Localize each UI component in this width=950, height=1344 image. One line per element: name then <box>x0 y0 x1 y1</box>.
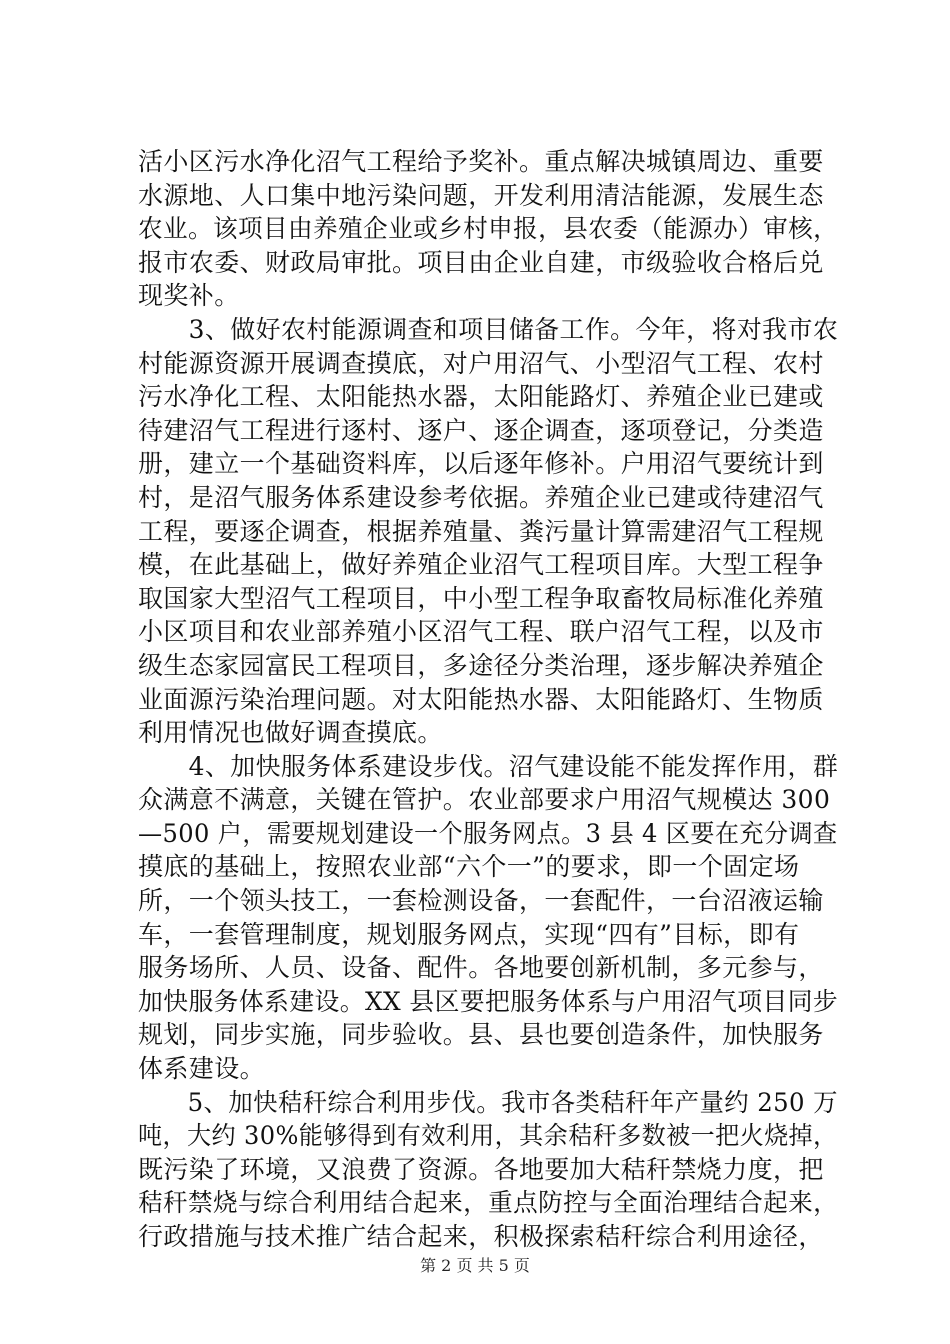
text-line: 活小区污水净化沼气工程给予奖补。重点解决城镇周边、重要 <box>138 147 824 176</box>
text-line: 既污染了环境，又浪费了资源。各地要加大秸秆禁烧力度，把 <box>138 1154 824 1184</box>
text-line: 吨，大约 30%能够得到有效利用，其余秸秆多数被一把火烧掉， <box>138 1121 838 1151</box>
text-line: 级生态家园富民工程项目，多途径分类治理，逐步解决养殖企 <box>138 650 824 680</box>
text-line: 模，在此基础上，做好养殖企业沼气工程项目库。大型工程争 <box>138 550 824 580</box>
body-text <box>138 145 838 1254</box>
text-line: 行政措施与技术推广结合起来，积极探索秸秆综合利用途径， <box>138 1222 824 1251</box>
text-line: 车，一套管理制度，规划服务网点，实现“四有”目标，即有 <box>138 919 800 949</box>
text-line: 众满意不满意，关键在管护。农业部要求户用沼气规模达 300 <box>138 785 831 815</box>
text-line: 待建沼气工程进行逐村、逐户、逐企调查，逐项登记，分类造 <box>138 415 824 445</box>
text-line: 服务场所、人员、设备、配件。各地要创新机制，多元参与， <box>138 953 824 983</box>
text-line: 体系建设。 <box>138 1054 266 1084</box>
text-line: 4、加快服务体系建设步伐。沼气建设能不能发挥作用，群 <box>138 751 839 781</box>
text-line: 规划，同步实施，同步验收。县、县也要创造条件，加快服务 <box>138 1020 824 1050</box>
text-line: 摸底的基础上，按照农业部“六个一”的要求，即一个固定场 <box>138 852 800 882</box>
text-line: 所，一个领头技工，一套检测设备，一套配件，一台沼液运输 <box>138 886 824 916</box>
text-line: 利用情况也做好调查摸底。 <box>138 718 443 748</box>
text-line: 农业。该项目由养殖企业或乡村申报，县农委（能源办）审核， <box>138 214 839 244</box>
text-line: 5、加快秸秆综合利用步伐。我市各类秸秆年产量约 250 万 <box>138 1087 838 1117</box>
text-line: 秸秆禁烧与综合利用结合起来，重点防控与全面治理结合起来， <box>138 1188 839 1218</box>
text-line: 水源地、人口集中地污染问题，开发利用清洁能源，发展生态 <box>138 180 824 210</box>
text-line: 工程，要逐企调查，根据养殖量、粪污量计算需建沼气工程规 <box>138 516 824 546</box>
text-line: 3、做好农村能源调查和项目储备工作。今年，将对我市农 <box>138 314 839 344</box>
text-line: 村能源资源开展调查摸底，对户用沼气、小型沼气工程、农村 <box>138 348 824 378</box>
text-line: 小区项目和农业部养殖小区沼气工程、联户沼气工程，以及市 <box>138 617 824 647</box>
text-line: 取国家大型沼气工程项目，中小型工程争取畜牧局标准化养殖 <box>138 583 824 613</box>
text-line: 污水净化工程、太阳能热水器，太阳能路灯、养殖企业已建或 <box>138 382 824 412</box>
text-line: 业面源污染治理问题。对太阳能热水器、太阳能路灯、生物质 <box>138 684 824 714</box>
text-line: 加快服务体系建设。XX 县区要把服务体系与户用沼气项目同步 <box>138 986 839 1016</box>
text-line: —500 户，需要规划建设一个服务网点。3 县 4 区要在充分调查 <box>138 818 838 848</box>
page-footer: 第 2 页 共 5 页 <box>420 1256 530 1275</box>
text-line: 村，是沼气服务体系建设参考依据。养殖企业已建或待建沼气 <box>138 482 824 512</box>
text-line: 现奖补。 <box>138 281 240 311</box>
text-line: 报市农委、财政局审批。项目由企业自建，市级验收合格后兑 <box>138 247 824 277</box>
text-line: 册，建立一个基础资料库，以后逐年修补。户用沼气要统计到 <box>138 449 824 479</box>
